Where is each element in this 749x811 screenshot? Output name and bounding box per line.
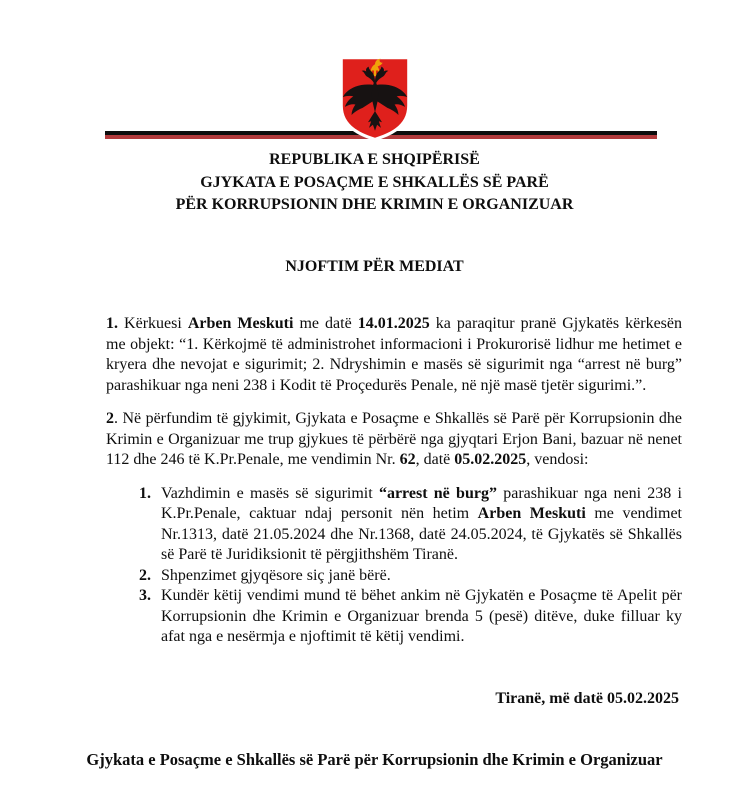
institution-header xyxy=(0,149,749,217)
paragraph-request: 1. Kërkuesi Arben Meskuti me datë 14.01.2025 ka paraqitur pranë Gjykatës kërkesën me objekt: “1. Kërkojmë të administrohet informacioni i Prokurorisë lidhur me hetimet e kryera dhe nevojat e sigurimit; 2. Ndryshimin e masës së sigurimit nga “arrest në burg” parashikuar nga neni 238 i Kodit të Proçedurës Penale, në një masë tjetër sigurimi.”. xyxy=(106,315,682,394)
dateline: Tiranë, më datë 05.02.2025 xyxy=(495,690,679,707)
court-name-line2: PËR KORRUPSIONIN DHE KRIMIN E ORGANIZUAR xyxy=(175,196,574,213)
paragraph-decision: 2. Në përfundim të gjykimit, Gjykata e Posaçme e Shkallës së Parë për Korrupsionin dhe Krimin e Organizuar me trup gjykues të përbërë nga gjyqtari Erjon Bani, bazuar në nenet 112 dhe 246 të K.Pr.Penale, me vendimin Nr. 62, datë 05.02.2025, vendosi: xyxy=(106,410,682,468)
list-item-text: Shpenzimet gjyqësore siç janë bërë. xyxy=(161,566,391,584)
republic-name: REPUBLIKA E SHQIPËRISË xyxy=(269,151,480,168)
list-item xyxy=(139,586,682,648)
albania-coat-of-arms-icon xyxy=(340,56,410,141)
footer-court-name: Gjykata e Posaçme e Shkallës së Parë për Korrupsionin dhe Krimin e Organizuar xyxy=(86,750,663,769)
list-item-text: Vazhdimin e masës së sigurimit “arrest në burg” parashikuar nga neni 238 i K.Pr.Penale, caktuar ndaj personit nën hetim Arben Meskuti me vendimet Nr.1313, datë 21.05.2024 dhe Nr.1368, datë 24.05.2024, të Gjykatës së Shkallës së Parë të Juridiksionit të përgjithshëm Tiranë. xyxy=(161,484,682,563)
list-item xyxy=(139,566,682,587)
list-item xyxy=(139,484,682,566)
list-item-number: 2. xyxy=(139,566,151,584)
document-body xyxy=(106,314,682,648)
document-title: NJOFTIM PËR MEDIAT xyxy=(285,258,464,275)
list-item-number: 3. xyxy=(139,587,151,604)
court-name-line1: GJYKATA E POSAÇME E SHKALLËS SË PARË xyxy=(200,173,549,191)
decision-list xyxy=(106,484,682,648)
list-item-text: Kundër këtij vendimi mund të bëhet ankim në Gjykatën e Posaçme të Apelit për Korrupsionin dhe Krimin e Organizuar brenda 5 (pesë) ditëve, duke filluar ky afat nga e nesërmja e njoftimit të këtij vendimi. xyxy=(161,587,682,645)
list-item-number: 1. xyxy=(139,484,151,502)
